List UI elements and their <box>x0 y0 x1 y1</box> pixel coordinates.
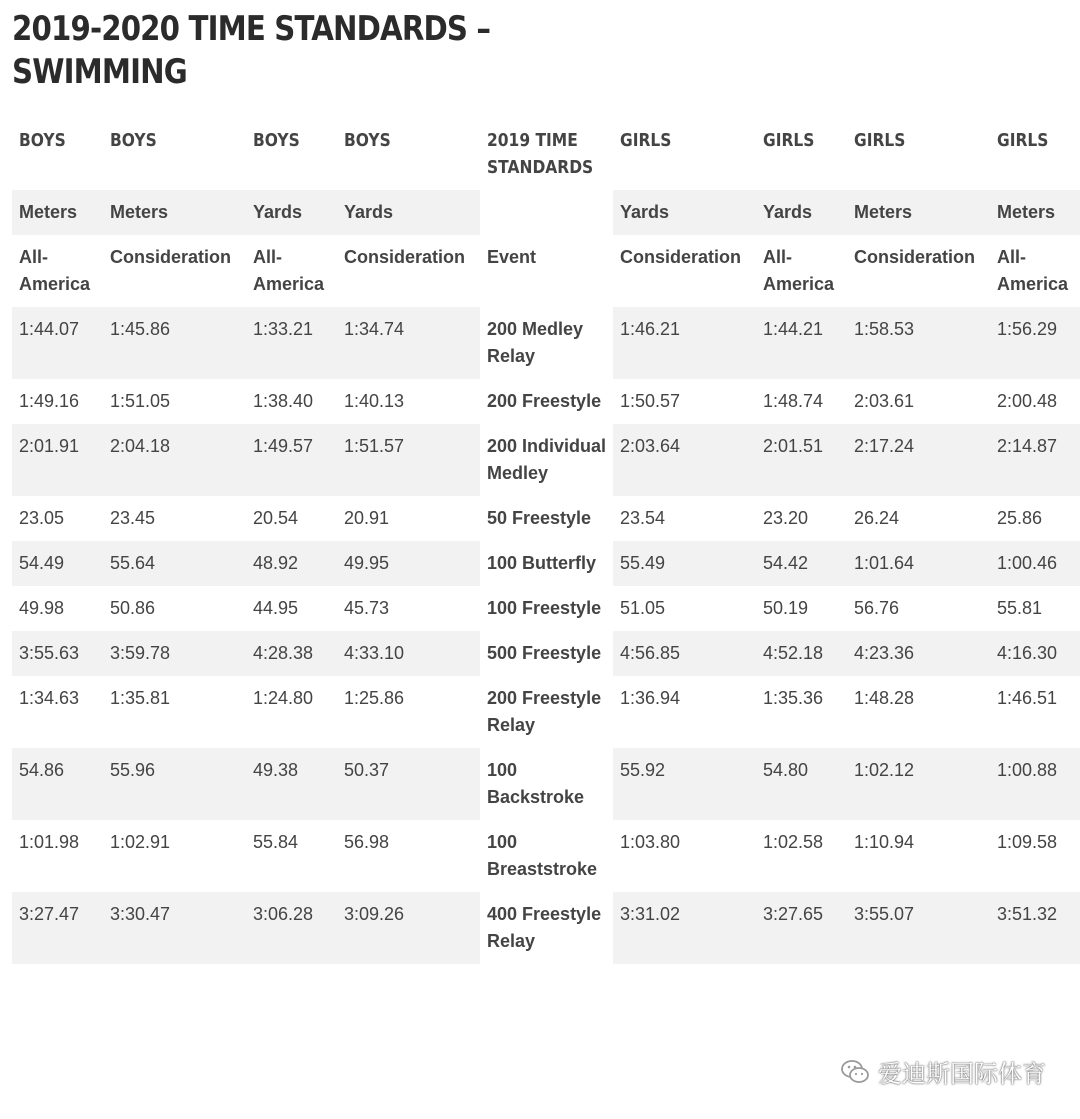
time-cell: 23.54 <box>620 508 666 528</box>
unit-cell: Meters <box>12 190 103 235</box>
standard-cell: Consideration <box>620 247 742 267</box>
header-row-units <box>12 190 1080 235</box>
standard-cell: All-America <box>997 247 1069 294</box>
time-cell: 2:03.64 <box>613 424 756 496</box>
time-cell: 2:01.91 <box>12 424 103 496</box>
time-cell: 50.37 <box>337 748 480 820</box>
table-row <box>12 631 1080 676</box>
time-cell: 50.86 <box>110 598 156 618</box>
time-cell: 4:28.38 <box>246 631 337 676</box>
time-cell: 1:48.74 <box>763 391 824 411</box>
time-cell: 2:17.24 <box>847 424 990 496</box>
event-cell: 50 Freestyle <box>480 496 613 541</box>
header-cell: GIRLS <box>763 130 815 151</box>
event-cell: 200 Freestyle Relay <box>480 676 613 748</box>
time-cell: 1:51.57 <box>337 424 480 496</box>
time-cell: 3:31.02 <box>613 892 756 964</box>
table-row <box>12 379 1080 424</box>
time-cell: 20.91 <box>344 508 390 528</box>
time-cell: 2:00.48 <box>997 391 1058 411</box>
time-cell: 1:01.64 <box>847 541 990 586</box>
header-cell: BOYS <box>19 130 66 151</box>
time-cell: 44.95 <box>253 598 299 618</box>
header-cell: GIRLS <box>854 130 906 151</box>
wechat-icon <box>840 1057 870 1087</box>
time-cell: 3:59.78 <box>103 631 246 676</box>
time-cell: 1:25.86 <box>344 688 405 708</box>
standard-cell: Consideration <box>344 247 466 267</box>
event-cell: 100 Freestyle <box>480 586 613 631</box>
time-cell: 1:34.63 <box>19 688 80 708</box>
time-cell: 1:48.28 <box>854 688 915 708</box>
watermark <box>840 1054 1046 1089</box>
time-cell: 1:44.21 <box>756 307 847 379</box>
time-cell: 1:56.29 <box>990 307 1080 379</box>
time-cell: 2:04.18 <box>103 424 246 496</box>
header-cell: GIRLS <box>620 130 672 151</box>
time-cell: 1:46.51 <box>997 688 1058 708</box>
time-cell: 1:36.94 <box>620 688 681 708</box>
time-cell: 54.80 <box>756 748 847 820</box>
event-cell: 200 Individual Medley <box>480 424 613 496</box>
time-cell: 1:24.80 <box>253 688 314 708</box>
event-cell: 200 Medley Relay <box>480 307 613 379</box>
header-row-standard <box>12 235 1080 307</box>
event-cell: 100 Backstroke <box>480 748 613 820</box>
time-cell: 49.95 <box>337 541 480 586</box>
time-cell: 1:38.40 <box>253 391 314 411</box>
time-cell: 49.38 <box>246 748 337 820</box>
time-cell: 1:35.81 <box>110 688 171 708</box>
time-cell: 1:10.94 <box>854 832 915 852</box>
time-cell: 55.84 <box>253 832 299 852</box>
time-cell: 55.92 <box>613 748 756 820</box>
event-cell: 100 Breaststroke <box>480 820 613 892</box>
time-cell: 1:00.88 <box>990 748 1080 820</box>
unit-cell: Yards <box>613 190 756 235</box>
time-cell: 3:30.47 <box>103 892 246 964</box>
table-row <box>12 424 1080 496</box>
time-cell: 2:14.87 <box>990 424 1080 496</box>
unit-cell: Meters <box>990 190 1080 235</box>
time-cell: 1:46.21 <box>613 307 756 379</box>
time-cell: 26.24 <box>854 508 900 528</box>
time-cell: 4:16.30 <box>990 631 1080 676</box>
time-cell: 55.96 <box>103 748 246 820</box>
time-cell: 56.76 <box>854 598 900 618</box>
time-cell: 1:49.57 <box>246 424 337 496</box>
watermark-text: 爱迪斯国际体育 <box>878 1060 1046 1088</box>
time-cell: 3:09.26 <box>337 892 480 964</box>
standard-cell: Consideration <box>110 247 232 267</box>
time-cell: 3:27.65 <box>756 892 847 964</box>
unit-cell: Meters <box>847 190 990 235</box>
table-row <box>12 541 1080 586</box>
time-cell: 4:33.10 <box>337 631 480 676</box>
time-cell: 1:35.36 <box>763 688 824 708</box>
time-cell: 3:51.32 <box>990 892 1080 964</box>
standard-cell: All-America <box>763 247 835 294</box>
time-cell: 1:00.46 <box>990 541 1080 586</box>
time-cell: 23.05 <box>19 508 65 528</box>
event-cell: 200 Freestyle <box>480 379 613 424</box>
time-cell: 48.92 <box>246 541 337 586</box>
time-cell: 1:33.21 <box>246 307 337 379</box>
unit-cell: Yards <box>246 190 337 235</box>
event-cell: 400 Freestyle Relay <box>480 892 613 964</box>
time-cell: 1:03.80 <box>620 832 681 852</box>
time-cell: 55.64 <box>103 541 246 586</box>
time-cell: 2:03.61 <box>854 391 915 411</box>
time-cell: 3:55.07 <box>847 892 990 964</box>
table-row <box>12 892 1080 964</box>
unit-cell: Yards <box>337 190 480 235</box>
table-row <box>12 586 1080 631</box>
time-cell: 54.49 <box>12 541 103 586</box>
header-cell: 2019 TIME STANDARDS <box>487 130 594 178</box>
time-cell: 49.98 <box>19 598 65 618</box>
unit-cell <box>480 190 613 235</box>
time-cell: 1:51.05 <box>110 391 171 411</box>
time-cell: 25.86 <box>997 508 1043 528</box>
time-cell: 3:55.63 <box>12 631 103 676</box>
standard-cell: All-America <box>253 247 325 294</box>
time-cell: 4:52.18 <box>756 631 847 676</box>
event-cell: 100 Butterfly <box>480 541 613 586</box>
time-cell: 2:01.51 <box>756 424 847 496</box>
time-cell: 1:02.91 <box>110 832 171 852</box>
time-cell: 3:27.47 <box>12 892 103 964</box>
time-cell: 1:02.58 <box>763 832 824 852</box>
time-cell: 1:44.07 <box>12 307 103 379</box>
time-cell: 1:58.53 <box>847 307 990 379</box>
standard-cell: Event <box>487 247 537 267</box>
header-cell: GIRLS <box>997 130 1049 151</box>
event-cell: 500 Freestyle <box>480 631 613 676</box>
table-body <box>12 307 1080 964</box>
time-cell: 1:45.86 <box>103 307 246 379</box>
header-cell: BOYS <box>110 130 157 151</box>
time-cell: 50.19 <box>763 598 809 618</box>
table-row <box>12 676 1080 748</box>
time-cell: 4:56.85 <box>613 631 756 676</box>
time-cell: 1:02.12 <box>847 748 990 820</box>
table-row <box>12 820 1080 892</box>
table-row <box>12 496 1080 541</box>
header-cell: BOYS <box>344 130 391 151</box>
time-cell: 55.49 <box>613 541 756 586</box>
time-cell: 1:50.57 <box>620 391 681 411</box>
table-row <box>12 307 1080 379</box>
time-cell: 1:09.58 <box>997 832 1058 852</box>
standard-cell: All-America <box>19 247 91 294</box>
time-cell: 23.45 <box>110 508 156 528</box>
time-cell: 20.54 <box>253 508 299 528</box>
page-title: 2019-2020 TIME STANDARDS – SWIMMING <box>12 9 491 92</box>
time-cell: 56.98 <box>344 832 390 852</box>
unit-cell: Meters <box>103 190 246 235</box>
header-row-group <box>12 118 1080 190</box>
time-cell: 4:23.36 <box>847 631 990 676</box>
header-cell: BOYS <box>253 130 300 151</box>
unit-cell: Yards <box>756 190 847 235</box>
time-cell: 1:01.98 <box>19 832 80 852</box>
time-cell: 51.05 <box>620 598 666 618</box>
time-cell: 3:06.28 <box>246 892 337 964</box>
time-cell: 45.73 <box>344 598 390 618</box>
time-cell: 55.81 <box>997 598 1043 618</box>
table-row <box>12 748 1080 820</box>
time-cell: 1:40.13 <box>344 391 405 411</box>
time-cell: 23.20 <box>763 508 809 528</box>
time-standards-table <box>12 118 1080 964</box>
time-cell: 54.86 <box>12 748 103 820</box>
time-cell: 1:49.16 <box>19 391 80 411</box>
time-cell: 1:34.74 <box>337 307 480 379</box>
standard-cell: Consideration <box>854 247 976 267</box>
time-cell: 54.42 <box>756 541 847 586</box>
